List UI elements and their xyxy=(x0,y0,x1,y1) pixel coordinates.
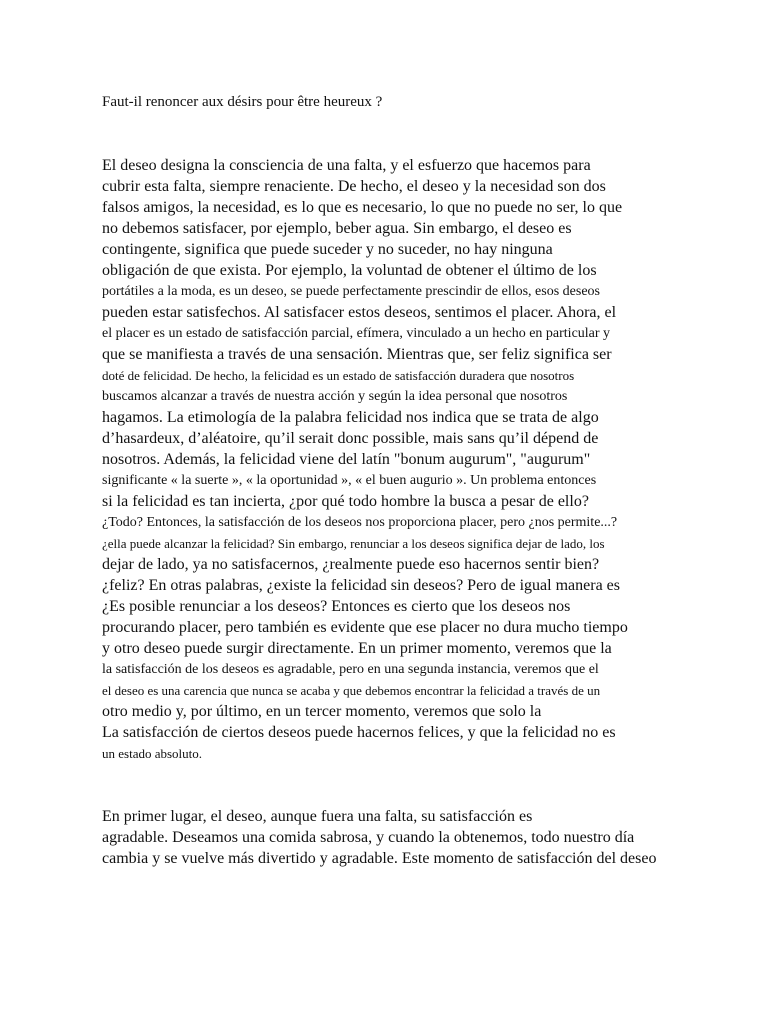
text-line: significante « la suerte », « la oportunidad », « el buen augurio ». Un problema entonces xyxy=(102,473,597,488)
text-line: En primer lugar, el deseo, aunque fuera una falta, su satisfacción es xyxy=(102,808,533,825)
text-line: ¿Es posible renunciar a los deseos? Entonces es cierto que los deseos nos xyxy=(102,598,571,615)
text-line: obligación de que exista. Por ejemplo, la voluntad de obtener el último de los xyxy=(102,262,597,279)
paragraph-introduction xyxy=(102,155,752,764)
text-line: El deseo designa la consciencia de una falta, y el esfuerzo que hacemos para xyxy=(102,157,591,174)
text-line: dejar de lado, ya no satisfacernos, ¿realmente puede eso hacernos sentir bien? xyxy=(102,556,600,573)
text-line: otro medio y, por último, en un tercer momento, veremos que solo la xyxy=(102,703,542,720)
text-line: nosotros. Además, la felicidad viene del latín "bonum augurum", "augurum" xyxy=(102,451,591,468)
text-line: contingente, significa que puede suceder y no suceder, no hay ninguna xyxy=(102,241,553,258)
document-title: Faut-il renoncer aux désirs pour être heureux ? xyxy=(102,94,383,110)
text-line: el deseo es una carencia que nunca se acaba y que debemos encontrar la felicidad a través de un xyxy=(102,683,601,698)
text-line: d’hasardeux, d’aléatoire, qu’il serait donc possible, mais sans qu’il dépend de xyxy=(102,430,599,447)
text-line: el placer es un estado de satisfacción parcial, efímera, vinculado a un hecho en particular y xyxy=(102,326,611,341)
paragraph-first-part xyxy=(102,806,752,869)
text-line: no debemos satisfacer, por ejemplo, beber agua. Sin embargo, el deseo es xyxy=(102,220,572,237)
text-line: agradable. Deseamos una comida sabrosa, y cuando la obtenemos, todo nuestro día xyxy=(102,829,635,846)
text-line: falsos amigos, la necesidad, es lo que es necesario, lo que no puede no ser, lo que xyxy=(102,199,623,216)
text-line: pueden estar satisfechos. Al satisfacer estos deseos, sentimos el placer. Ahora, el xyxy=(102,304,617,321)
text-line: y otro deseo puede surgir directamente. En un primer momento, veremos que la xyxy=(102,640,612,657)
text-line: si la felicidad es tan incierta, ¿por qué todo hombre la busca a pesar de ello? xyxy=(102,493,589,510)
text-line: que se manifiesta a través de una sensación. Mientras que, ser feliz significa ser xyxy=(102,346,612,363)
text-line: cubrir esta falta, siempre renaciente. De hecho, el deseo y la necesidad son dos xyxy=(102,178,606,195)
text-line: hagamos. La etimología de la palabra felicidad nos indica que se trata de algo xyxy=(102,409,599,426)
text-line: ¿ella puede alcanzar la felicidad? Sin embargo, renunciar a los deseos significa dejar de lado, los xyxy=(102,536,605,551)
text-line: un estado absoluto. xyxy=(102,746,203,761)
text-line: La satisfacción de ciertos deseos puede hacernos felices, y que la felicidad no es xyxy=(102,724,616,741)
text-line: portátiles a la moda, es un deseo, se puede perfectamente prescindir de ellos, esos deseos xyxy=(102,284,600,299)
text-line: procurando placer, pero también es evidente que ese placer no dura mucho tiempo xyxy=(102,619,628,636)
text-line: buscamos alcanzar a través de nuestra acción y según la idea personal que nosotros xyxy=(102,389,568,404)
text-line: la satisfacción de los deseos es agradable, pero en una segunda instancia, veremos que el xyxy=(102,662,599,677)
text-line: cambia y se vuelve más divertido y agradable. Este momento de satisfacción del deseo xyxy=(102,850,657,867)
text-line: ¿Todo? Entonces, la satisfacción de los deseos nos proporciona placer, pero ¿nos permite...? xyxy=(102,515,618,530)
text-line: ¿feliz? En otras palabras, ¿existe la felicidad sin deseos? Pero de igual manera es xyxy=(102,577,620,594)
text-line: doté de felicidad. De hecho, la felicidad es un estado de satisfacción duradera que nosotros xyxy=(102,368,575,383)
